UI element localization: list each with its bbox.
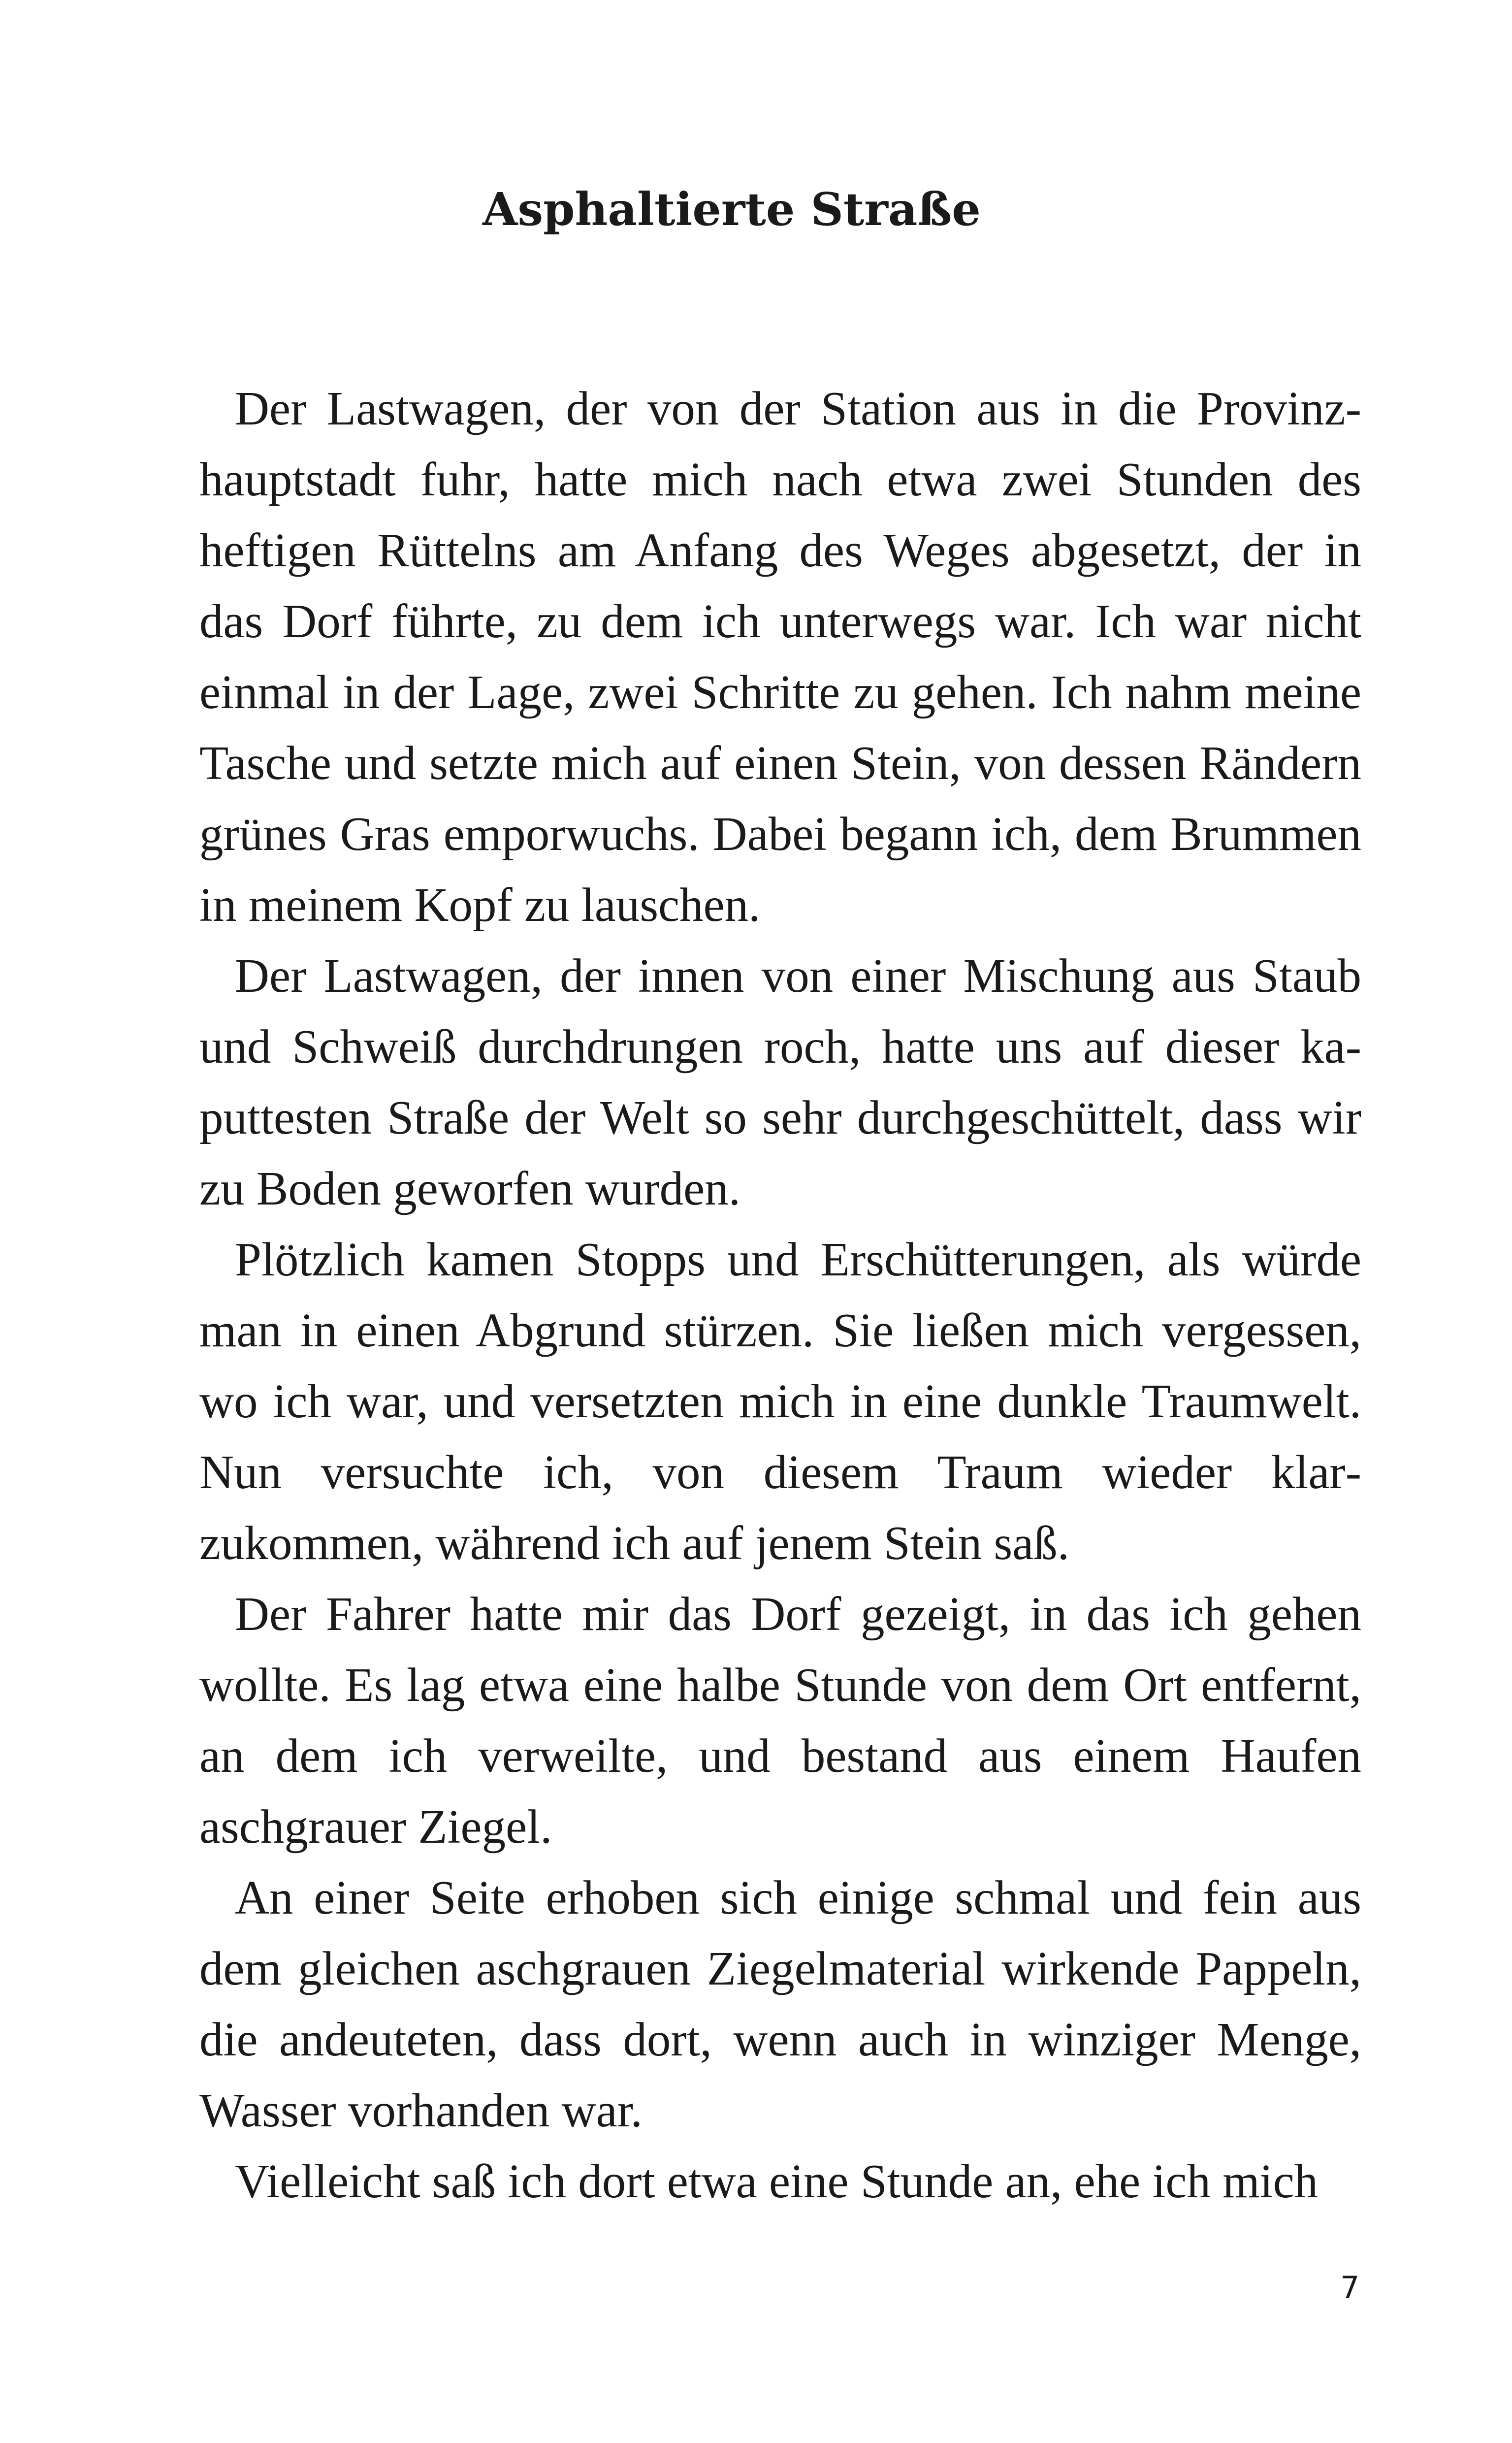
paragraph: Vielleicht saß ich dort etwa eine Stunde an, ehe ich mich [235, 2155, 1319, 2208]
paragraph: Der Fahrer hatte mir das Dorf gezeigt, in das ich gehen wollte. Es lag etwa eine halbe Stunde von dem Ort entfernt, an dem ich verweilte, und bestand aus einem Haufen aschgrauer Ziegel. [199, 1588, 1361, 1853]
body-text [199, 373, 1361, 2217]
page-number: 7 [1340, 2270, 1360, 2306]
paragraph: Plötzlich kamen Stopps und Erschütterungen, als würde man in einen Abgrund stürzen. Sie ließen mich vergessen, wo ich war, und versetzten mich in eine dunkle Traumwelt. Nun versuchte ich, von diesem Traum wieder klarzukommen, während ich auf jenem Stein saß. [199, 1233, 1361, 1569]
paragraph: An einer Seite erhoben sich einige schmal und fein aus dem gleichen aschgrauen Ziegelmaterial wirkende Pappeln, die andeuteten, dass dort, wenn auch in winziger Menge, Wasser vorhanden war. [199, 1871, 1361, 2137]
chapter-title: Asphaltierte Straße [483, 183, 981, 236]
paragraph: Der Lastwagen, der innen von einer Mischung aus Staub und Schweiß durchdrungen roch, hatte uns auf dieser kaputtesten Straße der Welt so sehr durchgeschüttelt, dass wir zu Boden geworfen wurden. [199, 949, 1361, 1215]
paragraph: Der Lastwagen, der von der Station aus in die Provinzhauptstadt fuhr, hatte mich nach etwa zwei Stunden des heftigen Rüttelns am Anfang des Weges abgesetzt, der in das Dorf führte, zu dem ich unterwegs war. Ich war nicht einmal in der Lage, zwei Schritte zu gehen. Ich nahm meine Tasche und setzte mich auf einen Stein, von dessen Rändern grünes Gras emporwuchs. Dabei begann ich, dem Brummen in meinem Kopf zu lauschen. [199, 382, 1361, 931]
